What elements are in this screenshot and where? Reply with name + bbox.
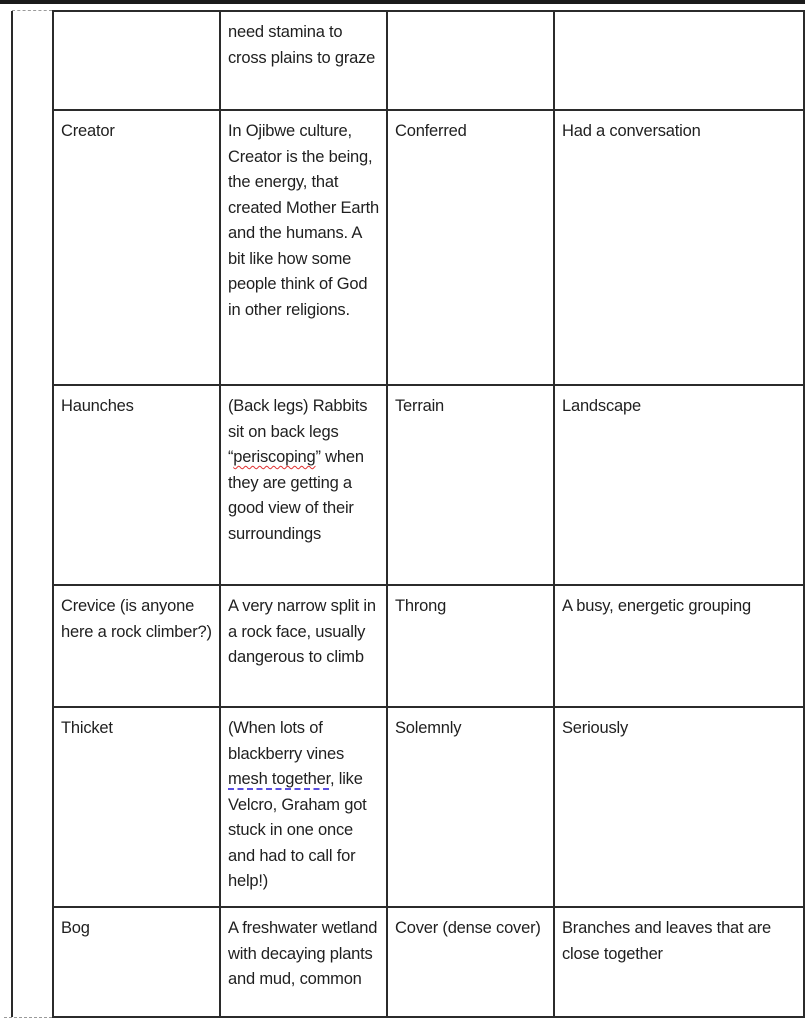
table-cell-word[interactable]: Crevice (is anyone here a rock climber?) — [53, 585, 220, 707]
table-cell-definition[interactable] — [220, 707, 387, 907]
page-corner-marker-top — [12, 10, 52, 11]
table-cell-definition[interactable]: In Ojibwe culture, Creator is the being, the energy, that created Mother Earth and the humans. A bit like how some people think of God in other religions. — [220, 110, 387, 385]
definition-text: , like Velcro, Graham got stuck in one once and had to call for help!) — [228, 770, 367, 890]
vocabulary-table — [52, 10, 805, 1018]
window-top-edge — [0, 0, 805, 4]
definition-text: (When lots of blackberry vines — [228, 719, 345, 763]
page-corner-marker-bottom — [4, 1017, 52, 1018]
table-row — [53, 707, 804, 907]
page-margin-line — [11, 11, 13, 1017]
definition-text: ” when they are getting a good view of their surroundings — [228, 448, 364, 543]
table-cell-definition[interactable]: A busy, energetic grouping — [554, 585, 804, 707]
table-row — [53, 11, 804, 110]
table-cell-word[interactable]: Thicket — [53, 707, 220, 907]
table-cell-definition[interactable]: A very narrow split in a rock face, usually dangerous to climb — [220, 585, 387, 707]
definition-text: (Back legs) Rabbits sit on back legs “ — [228, 397, 368, 466]
table-cell-word[interactable]: Cover (dense cover) — [387, 907, 554, 1017]
table-cell-definition[interactable]: Branches and leaves that are close together — [554, 907, 804, 1017]
table-cell-word[interactable] — [387, 11, 554, 110]
table-cell-word[interactable] — [53, 11, 220, 110]
table-cell-word[interactable]: Terrain — [387, 385, 554, 585]
table-row — [53, 907, 804, 1017]
table-cell-definition[interactable]: Landscape — [554, 385, 804, 585]
table-cell-word[interactable]: Haunches — [53, 385, 220, 585]
table-cell-word[interactable]: Throng — [387, 585, 554, 707]
grammar-suggestion-phrase[interactable]: mesh together — [228, 770, 330, 788]
table-cell-definition[interactable]: A freshwater wetland with decaying plants and mud, common — [220, 907, 387, 1017]
table-row — [53, 585, 804, 707]
table-cell-word[interactable]: Conferred — [387, 110, 554, 385]
table-cell-definition[interactable] — [554, 11, 804, 110]
table-cell-definition[interactable]: Seriously — [554, 707, 804, 907]
table-cell-word[interactable]: Creator — [53, 110, 220, 385]
table-cell-definition[interactable] — [220, 385, 387, 585]
table-cell-word[interactable]: Solemnly — [387, 707, 554, 907]
table-cell-definition[interactable]: need stamina to cross plains to graze — [220, 11, 387, 110]
table-cell-definition[interactable]: Had a conversation — [554, 110, 804, 385]
spelling-error-word[interactable]: periscoping — [233, 448, 316, 466]
table-row — [53, 385, 804, 585]
table-cell-word[interactable]: Bog — [53, 907, 220, 1017]
table-row — [53, 110, 804, 385]
